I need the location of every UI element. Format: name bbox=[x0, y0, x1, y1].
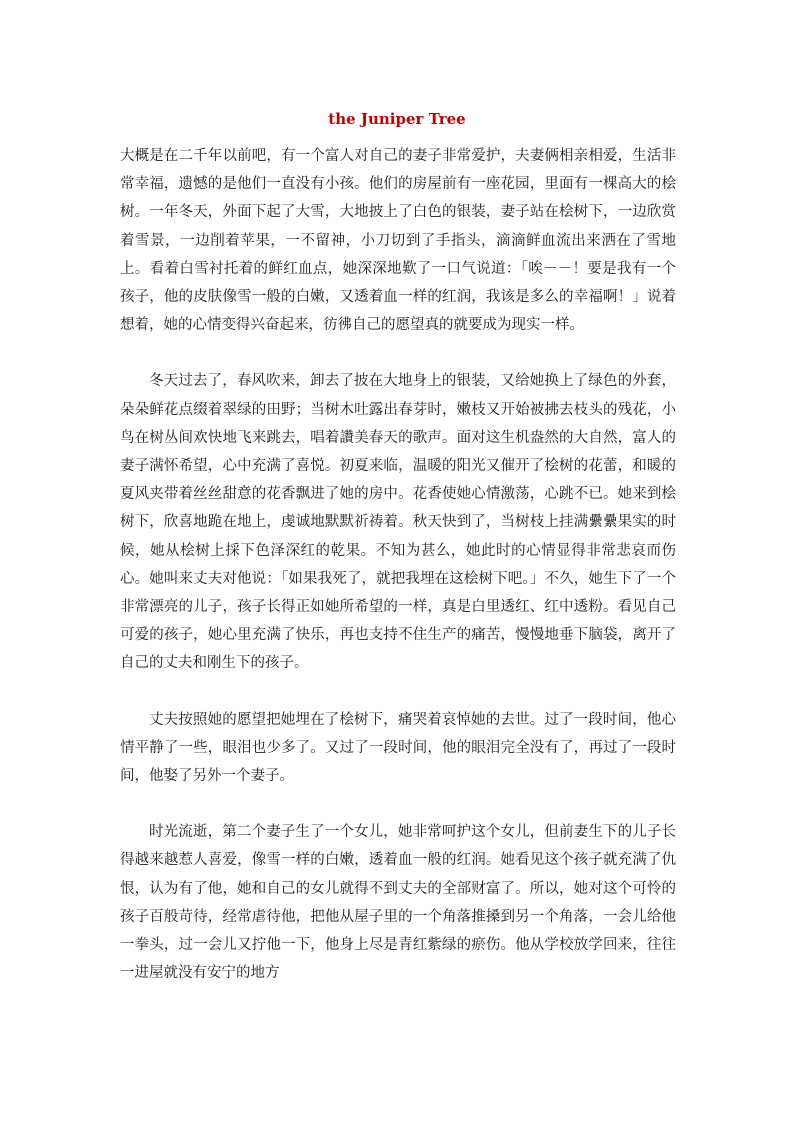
paragraph-4: 时光流逝，第二个妻子生了一个女儿，她非常呵护这个女儿，但前妻生下的儿子长得越来越惹人喜爱，像雪一样的白嫩，透着血一般的红润。她看见这个孩子就充满了仇恨，认为有了他，她和自己的女儿就得不到丈夫的全部财富了。所以，她对这个可怜的孩子百般苛待，经常虐待他，把他从屋子里的一个角落推搡到另一个角落，一会儿给他一拳头，过一会儿又拧他一下，他身上尽是青红紫绿的瘀伤。他从学校放学回来，往往一进屋就没有安宁的地方 bbox=[120, 824, 676, 982]
paragraph-1: 大概是在二千年以前吧，有一个富人对自己的妻子非常爱护，夫妻俩相亲相爱，生活非常幸福，遗憾的是他们一直没有小孩。他们的房屋前有一座花园，里面有一棵高大的桧树。一年冬天，外面下起了大雪，大地披上了白色的银装，妻子站在桧树下，一边欣赏着雪景，一边削着苹果，一不留神，小刀切到了手指头，滴滴鲜血流出来洒在了雪地上。看着白雪衬托着的鲜红血点，她深深地歎了一口气说道：「唉－－！要是我有一个孩子，他的皮肤像雪一般的白嫩，又透着血一样的红润，我该是多么的幸福啊！」说着想着，她的心情变得兴奋起来，彷彿自己的愿望真的就要成为现实一样。 bbox=[120, 148, 676, 334]
paragraph-2: 冬天过去了，春风吹来，卸去了披在大地身上的银装，又给她换上了绿色的外套，朵朵鲜花点缀着翠绿的田野；当树木吐露出春芽时，嫩枝又开始被拂去枝头的残花，小鸟在树丛间欢快地飞来跳去，唱着讚美春天的歌声。面对这生机盎然的大自然，富人的妻子满怀希望，心中充满了喜悦。初夏来临，温暖的阳光又催开了桧树的花蕾，和暖的夏风夹带着丝丝甜意的花香飘进了她的房中。花香使她心情激荡，心跳不已。她来到桧树下，欣喜地跪在地上，虔诚地默默祈祷着。秋天快到了，当树枝上挂满纍纍果实的时候，她从桧树上採下色泽深红的乾果。不知为甚么，她此时的心情显得非常悲哀而伤心。她叫来丈夫对他说：「如果我死了，就把我埋在这桧树下吧。」不久，她生下了一个非常漂亮的儿子，孩子长得正如她所希望的一样，真是白里透红、红中透粉。看见自己可爱的孩子，她心里充满了快乐，再也支持不住生产的痛苦，慢慢地垂下脑袋，离开了自己的丈夫和刚生下的孩子。 bbox=[120, 373, 676, 672]
document-body bbox=[120, 142, 676, 1015]
paragraph-3: 丈夫按照她的愿望把她埋在了桧树下，痛哭着哀悼她的去世。过了一段时间，他心情平静了一些，眼泪也少多了。又过了一段时间，他的眼泪完全没有了，再过了一段时间，他娶了另外一个妻子。 bbox=[120, 711, 676, 785]
document-title: the Juniper Tree bbox=[328, 110, 466, 128]
